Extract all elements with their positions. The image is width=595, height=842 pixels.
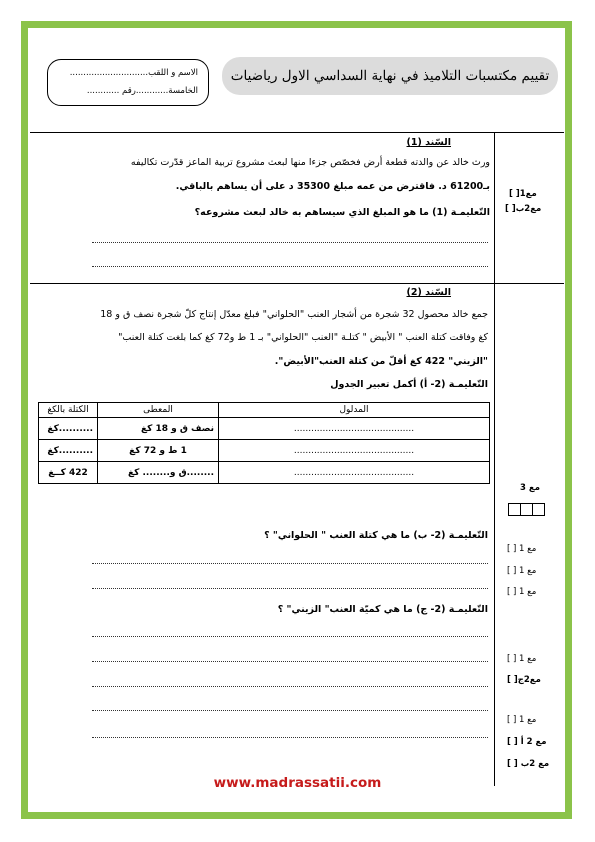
score-column-divider: [494, 132, 495, 786]
score-box[interactable]: مع 1 [ ]: [507, 566, 537, 576]
divider: [30, 132, 564, 133]
score-squares[interactable]: [509, 503, 545, 516]
sanad-2-text-line2: كغ وفاقت كتلة العنب " الأبيض " كتلـة "العنب "الحلواني" بـ 1 ط و72 كغ كما بلغت كتلة العنب": [118, 332, 488, 343]
question-2c: التّعليمـة (2- ج) ما هي كميّة العنب" الزيني" ؟: [277, 604, 488, 615]
table-header: المعطى: [98, 403, 219, 418]
data-table: [38, 402, 490, 484]
table-cell: 422 كــغ: [39, 462, 98, 484]
table-cell: نصف ق و 18 كغ: [98, 418, 219, 440]
answer-line[interactable]: [92, 686, 488, 687]
sanad-1-text-line2: بـ61200 د. فاقترض من عمه مبلغ 35300 د على أن يساهم بالباقي.: [175, 181, 490, 192]
table-row: [39, 462, 490, 484]
sanad-1-text-line1: ورث خالد عن والدته قطعة أرض فخصّص جزءا منها لبعث مشروع تربية الماعز قدّرت تكاليفه: [130, 157, 490, 168]
score-box[interactable]: مع2ب[ ]: [505, 204, 542, 214]
score-box[interactable]: مع 1 [ ]: [507, 544, 537, 554]
question-2a: التّعليمـة (2- أ) أكمل تعبير الجدول: [330, 379, 488, 390]
answer-line[interactable]: [92, 563, 488, 564]
answer-line[interactable]: [92, 242, 488, 243]
score-box[interactable]: مع 1 [ ]: [507, 587, 537, 597]
score-box[interactable]: مع 2 أ [ ]: [507, 737, 547, 747]
sanad-2-text-line3: "الزيني" 422 كغ أقلّ من كتلة العنب"الأبيض".: [274, 356, 488, 367]
score-box[interactable]: مع1[ ]: [509, 189, 537, 199]
student-info-box: [47, 59, 209, 106]
table-row: [39, 418, 490, 440]
table-cell: 1 ط و 72 كغ: [98, 440, 219, 462]
table-cell[interactable]: ..........................................: [219, 418, 490, 440]
answer-line[interactable]: [92, 710, 488, 711]
score-box[interactable]: مع 1 [ ]: [507, 715, 537, 725]
score-box[interactable]: مع 2ب [ ]: [507, 759, 550, 769]
table-row: [39, 440, 490, 462]
score-box[interactable]: مع2ج[ ]: [507, 675, 541, 685]
answer-line[interactable]: [92, 661, 488, 662]
table-header: الكتلة بالكغ: [39, 403, 98, 418]
answer-line[interactable]: [92, 266, 488, 267]
table-cell[interactable]: ........ق و........ كغ: [98, 462, 219, 484]
sanad-2-text-line1: جمع خالد محصول 32 شجرة من أشجار العنب "الحلواني" فبلغ معدّل إنتاج كلّ شجرة نصف ق و 18: [100, 309, 488, 320]
divider: [30, 283, 564, 284]
sanad-1-label: السّند (1): [406, 137, 451, 148]
class-field[interactable]: الخامسة............رقم ............: [86, 86, 198, 96]
score-label: مع 3: [520, 483, 540, 493]
sanad-2-label: السّند (2): [406, 287, 451, 298]
table-cell[interactable]: ..........كغ: [39, 418, 98, 440]
question-1: التّعليمـة (1) ما هو المبلغ الذي سيساهم به خالد لبعث مشروعه؟: [194, 207, 490, 218]
table-header: المدلول: [219, 403, 490, 418]
answer-line[interactable]: [92, 588, 488, 589]
answer-line[interactable]: [92, 737, 488, 738]
answer-line[interactable]: [92, 636, 488, 637]
score-box[interactable]: مع 1 [ ]: [507, 654, 537, 664]
site-watermark: www.madrassatii.com: [213, 775, 382, 791]
table-cell[interactable]: ..........................................: [219, 462, 490, 484]
name-field[interactable]: الاسم و اللقب.............................: [69, 68, 198, 78]
table-cell[interactable]: ..........................................: [219, 440, 490, 462]
question-2b: التّعليمـة (2- ب) ما هي كتلة العنب " الحلواني" ؟: [264, 530, 488, 541]
table-cell[interactable]: ..........كغ: [39, 440, 98, 462]
page-title: تقييم مكتسبات التلاميذ في نهاية السداسي الاول رياضيات: [222, 57, 558, 95]
